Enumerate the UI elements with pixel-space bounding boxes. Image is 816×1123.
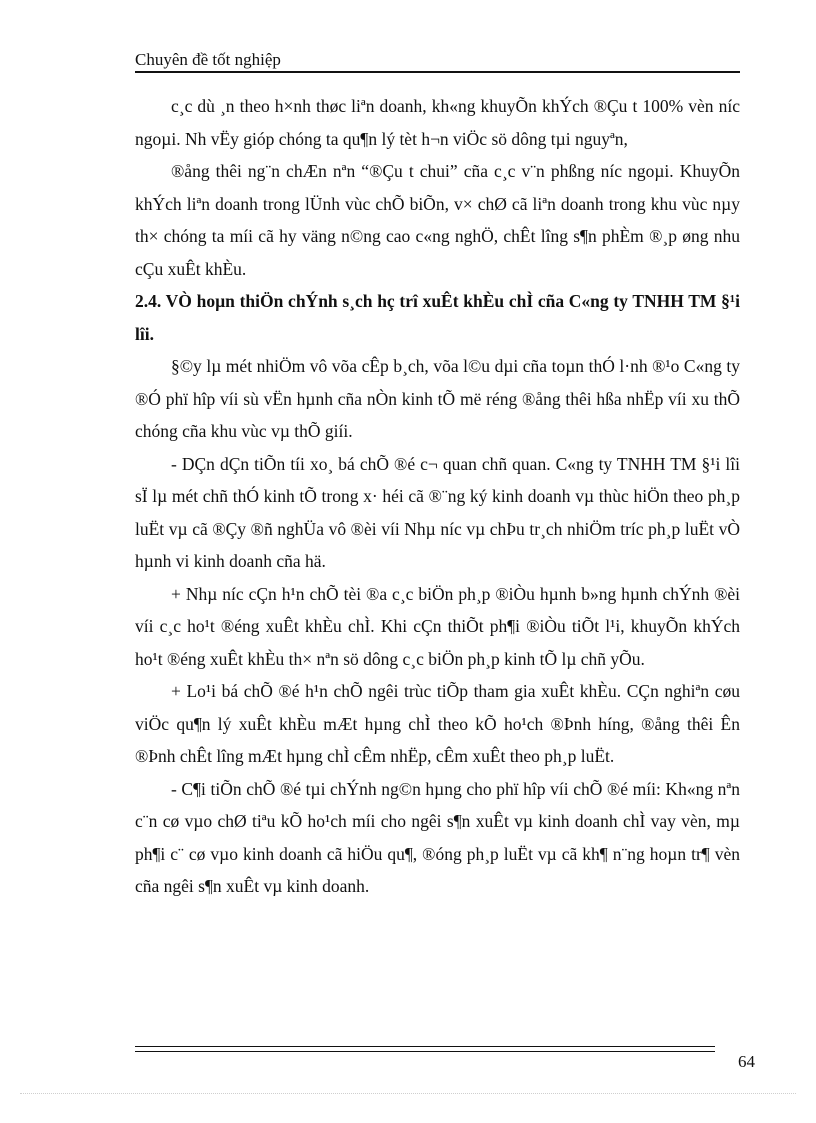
section-heading: 2.4. VÒ hoµn thiÖn chÝnh s¸ch hç trî xuÊt khÈu chÌ cña C«ng ty TNHH TM §¹i lîi. <box>135 291 740 344</box>
paragraph: - DÇn dÇn tiÕn tíi xo¸ bá chÕ ®é c¬ quan chñ quan. C«ng ty TNHH TM §¹i lîi sÏ lµ mét chñ thÓ kinh tÕ trong x· héi cã ®¨ng ký kinh doanh vµ thùc hiÖn theo ph¸p luËt vµ cã ®Çy ®ñ nghÜa vô ®èi víi Nhµ níc vµ chÞu tr¸ch nhiÖm tríc ph¸p luËt vÒ hµnh vi kinh doanh cña hä. <box>135 453 740 571</box>
paragraph: ®ång thêi ng¨n chÆn nªn “®Çu t chui” cña c¸c v¨n phßng níc ngoµi. KhuyÕn khÝch liªn doanh trong lÜnh vùc chÕ biÕn, v× chØ cã liªn doanh trong khu vùc nµy th× chóng ta míi cã hy väng n©ng cao c«ng nghÖ, chÊt lîng s¶n phÈm ®¸p øng nhu cÇu xuÊt khÈu. <box>135 161 740 279</box>
footer-rule <box>135 1046 715 1052</box>
page-bottom-border <box>20 1093 796 1094</box>
paragraph: §©y lµ mét nhiÖm vô võa cÊp b¸ch, võa l©u dµi cña toµn thÓ l·nh ®¹o C«ng ty ®Ó phï hîp víi sù vËn hµnh cña nÒn kinh tÕ më réng ®ång thêi hßa nhËp víi xu thÕ chóng cña khu vùc vµ thÕ giíi. <box>135 356 740 441</box>
paragraph: + Lo¹i bá chÕ ®é h¹n chÕ ngêi trùc tiÕp tham gia xuÊt khÈu. CÇn nghiªn cøu viÖc qu¶n lý xuÊt khÈu mÆt hµng chÌ theo kÕ ho¹ch ®Þnh híng, ®ång thêi Ên ®Þnh chÊt lîng mÆt hµng chÌ cÊm nhËp, cÊm xuÊt theo ph¸p luËt. <box>135 681 740 766</box>
header-title: Chuyên đề tốt nghiệp <box>135 50 281 69</box>
paragraph: + Nhµ níc cÇn h¹n chÕ tèi ®a c¸c biÖn ph¸p ®iÒu hµnh b»ng hµnh chÝnh ®èi víi c¸c ho¹t ®éng xuÊt khÈu chÌ. Khi cÇn thiÕt ph¶i ®iÒu tiÕt l¹i, khuyÕn khÝch ho¹t ®éng xuÊt khÈu th× nªn sö dông c¸c biÖn ph¸p kinh tÕ lµ chñ yÕu. <box>135 583 740 669</box>
paragraph: c¸c dù ¸n theo h×nh thøc liªn doanh, kh«ng khuyÕn khÝch ®Çu t 100% vèn níc ngoµi. Nh vËy gióp chóng ta qu¶n lý tèt h¬n viÖc sö dông tµi nguyªn, <box>135 96 740 149</box>
document-body <box>135 90 740 903</box>
page-number: 64 <box>738 1052 755 1071</box>
header-rule <box>135 71 740 73</box>
paragraph: - C¶i tiÕn chÕ ®é tµi chÝnh ng©n hµng cho phï hîp víi chÕ ®é míi: Kh«ng nªn c¨n cø vµo chØ tiªu kÕ ho¹ch míi cho ngêi s¶n xuÊt vµ kinh doanh chÌ vay vèn, mµ ph¶i c¨ cø vµo kinh doanh cã hiÖu qu¶, ®óng ph¸p luËt vµ cã kh¶ n¨ng hoµn tr¶ vèn cña ngêi s¶n xuÊt vµ kinh doanh. <box>135 778 740 896</box>
page-header <box>135 50 740 70</box>
